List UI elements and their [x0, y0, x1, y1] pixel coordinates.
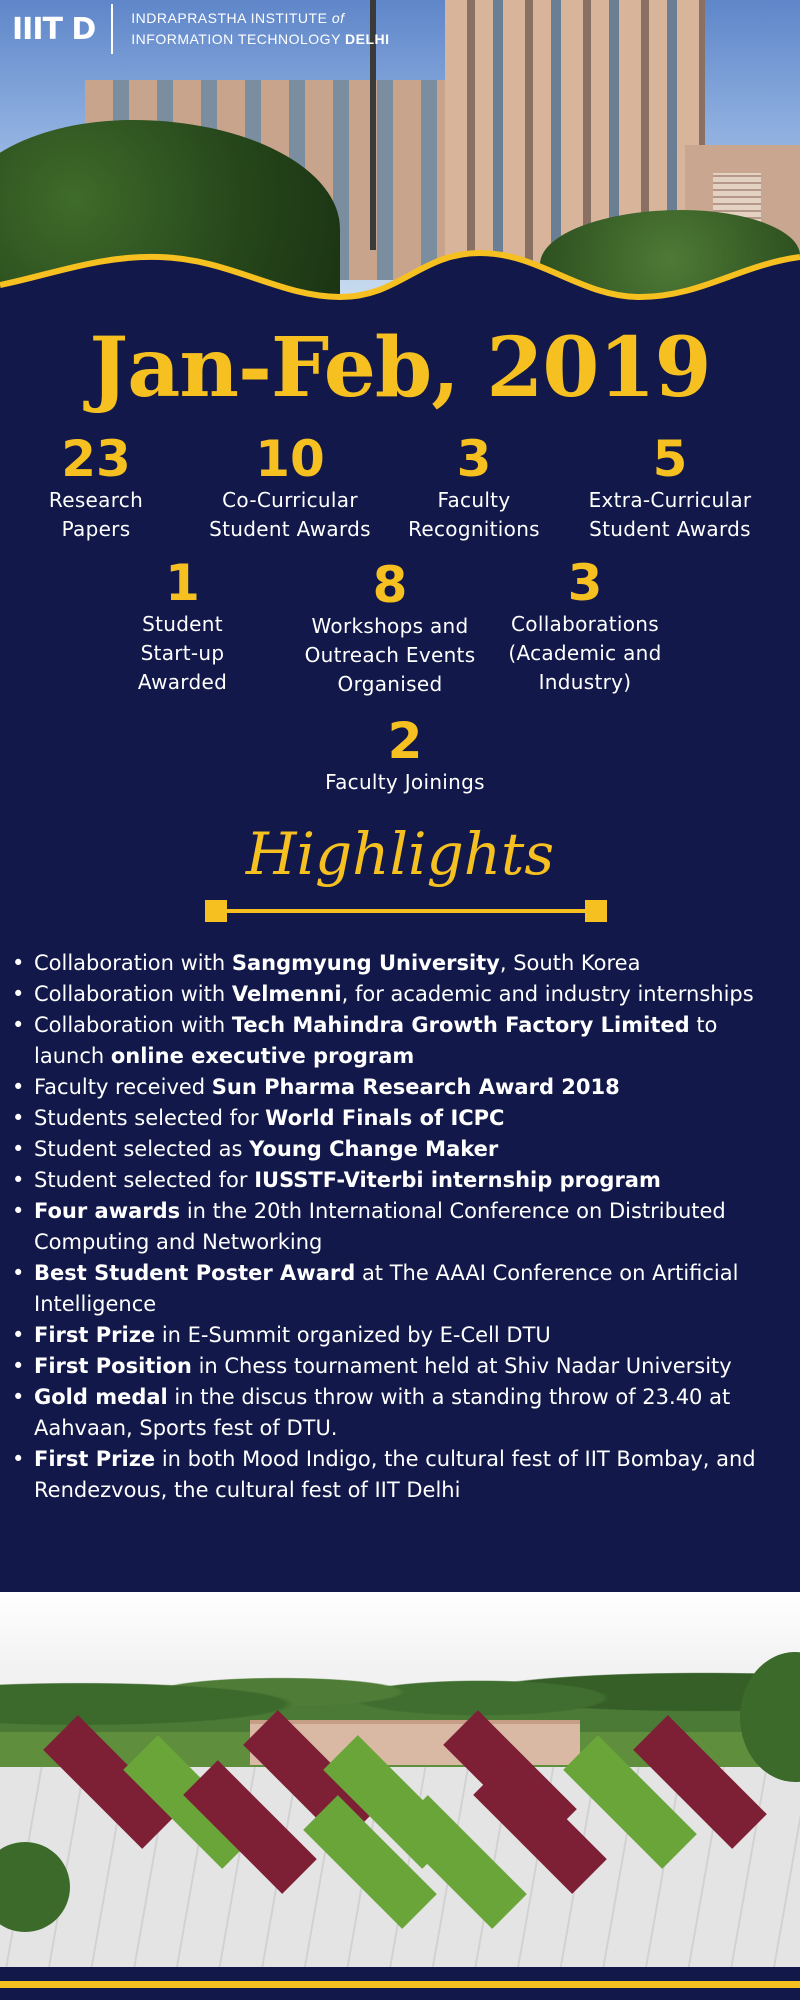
list-item: • Collaboration with Tech Mahindra Growth Factory Limited to launch online executive program	[12, 1010, 782, 1072]
stat-label: Student Awards	[589, 517, 751, 541]
page-title: Jan-Feb, 2019	[89, 320, 711, 416]
garden-photo	[0, 1592, 800, 1967]
stat-co-curricular-awards	[195, 432, 385, 544]
stat-label: Workshops and	[311, 614, 469, 638]
list-item: • First Prize in both Mood Indigo, the cultural fest of IIT Bombay, and Rendezvous, the cultural fest of IIT Delhi	[12, 1444, 782, 1506]
list-item: • First Prize in E-Summit organized by E-Cell DTU	[12, 1320, 782, 1351]
logo-mark: IIIT D	[12, 11, 96, 47]
underline-cap-right	[585, 900, 607, 922]
highlights-heading: Highlights	[245, 820, 555, 888]
stat-label: Student	[142, 612, 223, 636]
stat-collaborations	[490, 556, 680, 697]
stat-label: Organised	[337, 672, 443, 696]
stat-number: 23	[61, 430, 131, 488]
highlights-list	[12, 948, 782, 1506]
stat-startup-awarded	[110, 556, 255, 697]
list-item: • Students selected for World Finals of ICPC	[12, 1103, 782, 1134]
underline-cap-left	[205, 900, 227, 922]
stat-label: Research	[48, 488, 144, 512]
stat-label: (Academic and	[508, 641, 662, 665]
underline-rule	[215, 909, 597, 913]
stat-faculty-joinings	[300, 714, 510, 797]
list-item: • First Position in Chess tournament held at Shiv Nadar University	[12, 1351, 782, 1382]
list-item: • Faculty received Sun Pharma Research Award 2018	[12, 1072, 782, 1103]
list-item: • Student selected as Young Change Maker	[12, 1134, 782, 1165]
institute-name	[131, 8, 389, 50]
stat-label: Extra-Curricular	[588, 488, 752, 512]
institute-name-of: of	[331, 10, 345, 26]
institute-name-delhi: DELHI	[345, 31, 390, 47]
stat-label: Student Awards	[209, 517, 371, 541]
stat-number: 8	[372, 556, 408, 614]
list-item: • Gold medal in the discus throw with a standing throw of 23.40 at Aahvaan, Sports fest of DTU.	[12, 1382, 782, 1444]
stat-workshops-outreach	[290, 558, 490, 699]
stat-label: Faculty Joinings	[325, 770, 485, 794]
stat-number: 3	[567, 554, 603, 612]
footer-gold-line	[0, 1981, 800, 1988]
wave-divider	[0, 235, 800, 315]
stat-label: Collaborations	[511, 612, 659, 636]
stat-label: Outreach Events	[304, 643, 476, 667]
list-item: • Collaboration with Velmenni, for academic and industry internships	[12, 979, 782, 1010]
stat-label: Awarded	[137, 670, 228, 694]
stat-label: Start-up	[140, 641, 225, 665]
footer-strip	[0, 1967, 800, 2000]
stat-number: 10	[255, 430, 325, 488]
list-item: • Best Student Poster Award at The AAAI Conference on Artificial Intelligence	[12, 1258, 782, 1320]
stat-research-papers	[20, 432, 172, 544]
iiitd-logo	[12, 4, 390, 54]
stat-label: Recognitions	[408, 517, 540, 541]
stat-number: 2	[387, 712, 423, 770]
stat-label: Industry)	[538, 670, 632, 694]
stat-number: 1	[165, 554, 200, 612]
stat-label: Co-Curricular	[222, 488, 358, 512]
logo-divider	[111, 4, 113, 54]
list-item: • Four awards in the 20th International Conference on Distributed Computing and Networking	[12, 1196, 782, 1258]
stat-label: Faculty	[437, 488, 511, 512]
stat-number: 3	[456, 430, 492, 488]
stat-label: Papers	[61, 517, 131, 541]
institute-name-line2: INFORMATION TECHNOLOGY	[131, 31, 346, 47]
list-item: • Collaboration with Sangmyung University, South Korea	[12, 948, 782, 979]
institute-name-line1: INDRAPRASTHA INSTITUTE	[131, 10, 332, 26]
list-item: • Student selected for IUSSTF-Viterbi internship program	[12, 1165, 782, 1196]
stat-extra-curricular-awards	[570, 432, 770, 544]
stat-faculty-recognitions	[395, 432, 553, 544]
stat-number: 5	[652, 430, 688, 488]
highlights-underline	[205, 900, 607, 922]
